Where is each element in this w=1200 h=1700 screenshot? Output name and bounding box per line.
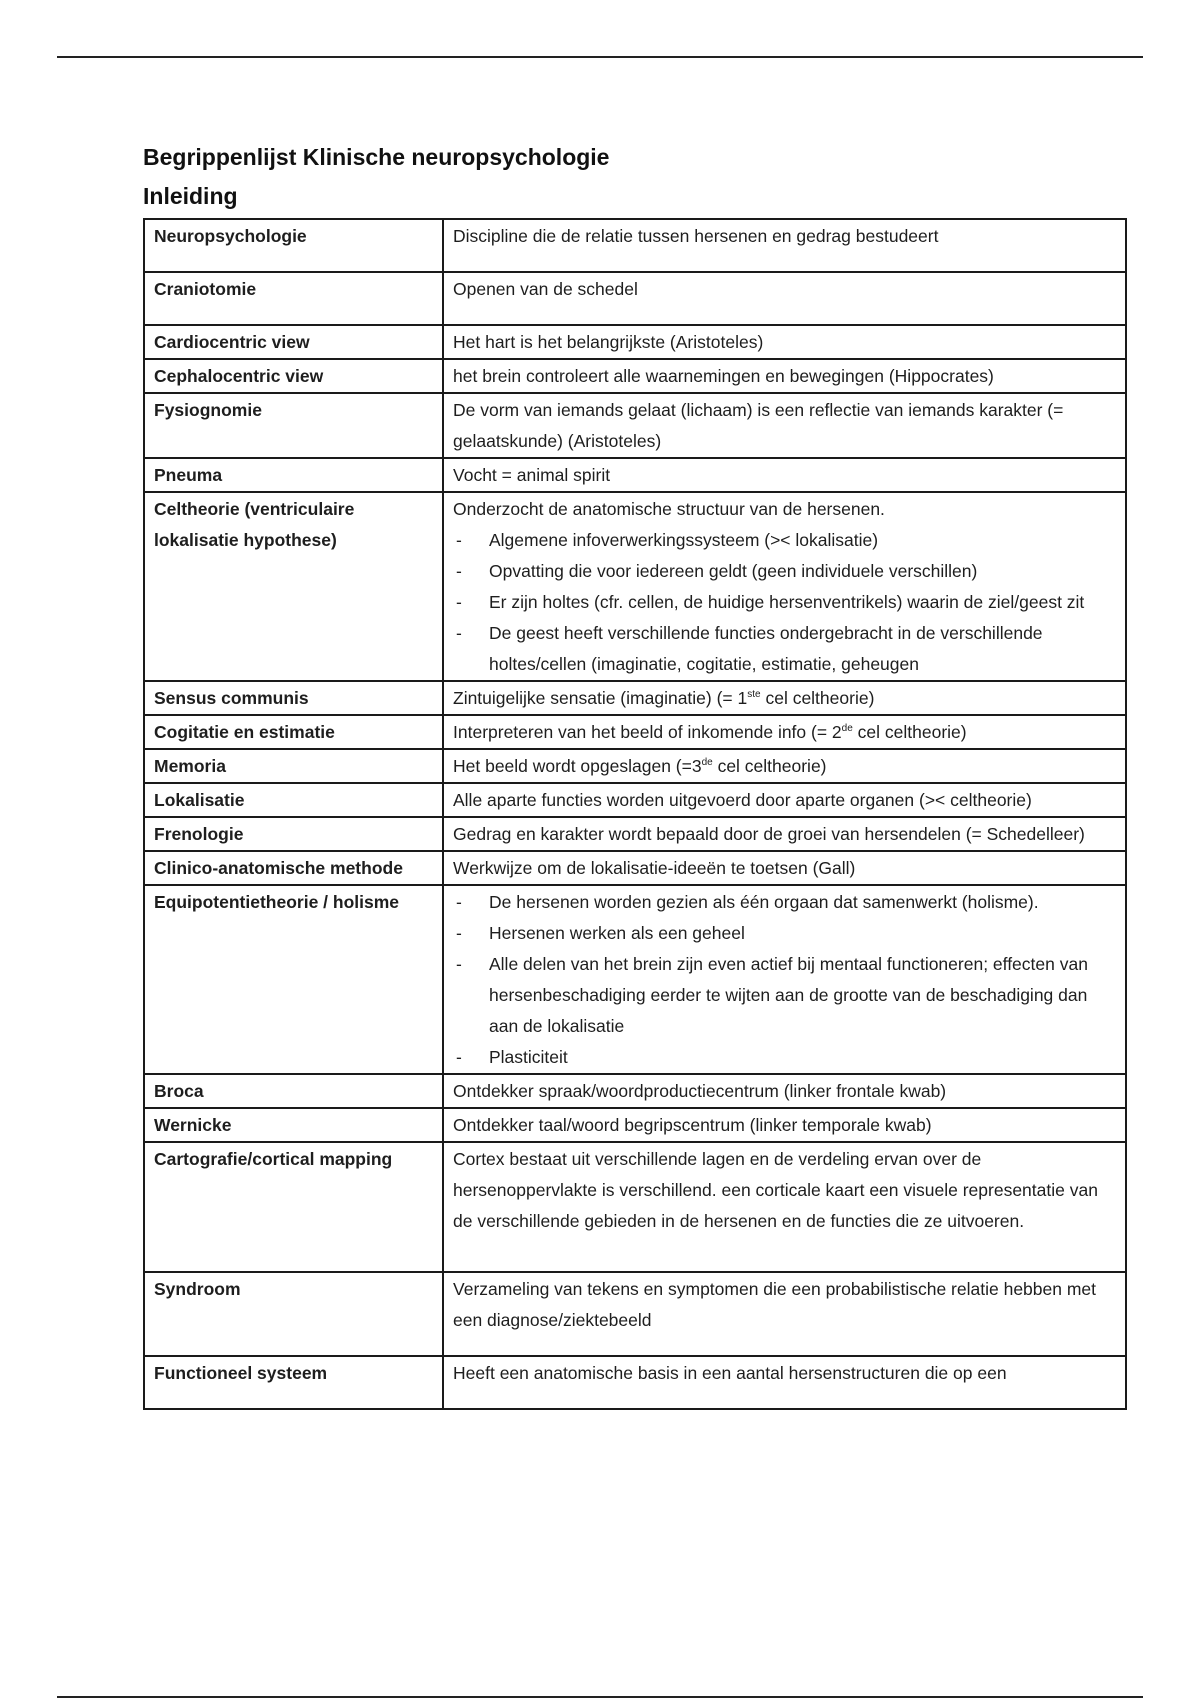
table-row xyxy=(144,1142,1126,1272)
table-row xyxy=(144,885,1126,1074)
table-row xyxy=(144,817,1126,851)
term-cell: Frenologie xyxy=(144,817,443,851)
term-cell: Celtheorie (ventriculaire lokalisatie hypothese) xyxy=(144,492,443,681)
ordinal-suffix: ste xyxy=(747,689,761,701)
definition-cell: het brein controleert alle waarnemingen en bewegingen (Hippocrates) xyxy=(443,359,1126,393)
term-cell: Cephalocentric view xyxy=(144,359,443,393)
definition-text: cel celtheorie) xyxy=(712,756,827,776)
ordinal-suffix: de xyxy=(701,757,713,769)
definition-cell: Gedrag en karakter wordt bepaald door de groei van hersendelen (= Schedelleer) xyxy=(443,817,1126,851)
table-row xyxy=(144,219,1126,272)
definition-cell xyxy=(443,715,1126,749)
definition-cell: Alle aparte functies worden uitgevoerd door aparte organen (>< celtheorie) xyxy=(443,783,1126,817)
table-row xyxy=(144,1108,1126,1142)
definition-text: cel celtheorie) xyxy=(852,722,967,742)
definition-cell xyxy=(443,492,1126,681)
definition-cell: Werkwijze om de lokalisatie-ideeën te toetsen (Gall) xyxy=(443,851,1126,885)
list-item: - De geest heeft verschillende functies ondergebracht in de verschillende holtes/cellen (imaginatie, cogitatie, estimatie, geheugen xyxy=(453,618,1116,680)
definition-intro: Onderzocht de anatomische structuur van de hersenen. xyxy=(453,499,885,519)
definition-cell: Ontdekker taal/woord begripscentrum (linker temporale kwab) xyxy=(443,1108,1126,1142)
list-item: - Opvatting die voor iedereen geldt (geen individuele verschillen) xyxy=(453,556,1116,587)
page-header-rule xyxy=(57,56,1143,58)
ordinal-suffix: de xyxy=(841,723,853,735)
document-title: Begrippenlijst Klinische neuropsychologie xyxy=(143,144,610,170)
definition-text: Interpreteren van het beeld of inkomende info (= 2 xyxy=(453,722,842,742)
definition-cell xyxy=(443,681,1126,715)
term-cell: Clinico-anatomische methode xyxy=(144,851,443,885)
term-cell: Cartografie/cortical mapping xyxy=(144,1142,443,1272)
term-cell: Syndroom xyxy=(144,1272,443,1356)
definition-bullet-list xyxy=(453,525,1116,680)
table-row xyxy=(144,851,1126,885)
definition-cell xyxy=(443,885,1126,1074)
term-cell: Memoria xyxy=(144,749,443,783)
definition-cell: Heeft een anatomische basis in een aantal hersenstructuren die op een xyxy=(443,1356,1126,1409)
definition-bullet-list xyxy=(453,887,1116,1073)
definition-text: cel celtheorie) xyxy=(760,688,875,708)
table-row xyxy=(144,783,1126,817)
term-cell: Neuropsychologie xyxy=(144,219,443,272)
definition-cell: De vorm van iemands gelaat (lichaam) is een reflectie van iemands karakter (= gelaatskunde) (Aristoteles) xyxy=(443,393,1126,458)
definition-cell: Vocht = animal spirit xyxy=(443,458,1126,492)
term-cell: Functioneel systeem xyxy=(144,1356,443,1409)
term-cell: Cardiocentric view xyxy=(144,325,443,359)
table-row xyxy=(144,359,1126,393)
term-cell: Broca xyxy=(144,1074,443,1108)
table-row xyxy=(144,492,1126,681)
list-item: - Plasticiteit xyxy=(453,1042,1116,1073)
term-cell: Pneuma xyxy=(144,458,443,492)
definition-cell: Het hart is het belangrijkste (Aristoteles) xyxy=(443,325,1126,359)
term-cell: Lokalisatie xyxy=(144,783,443,817)
table-row xyxy=(144,749,1126,783)
term-cell: Fysiognomie xyxy=(144,393,443,458)
list-item: - Alle delen van het brein zijn even actief bij mentaal functioneren; effecten van hersenbeschadiging eerder te wijten aan de grootte van de beschadiging dan aan de lokalisatie xyxy=(453,949,1116,1042)
term-cell: Cogitatie en estimatie xyxy=(144,715,443,749)
definition-cell: Discipline die de relatie tussen hersenen en gedrag bestudeert xyxy=(443,219,1126,272)
list-item: - Algemene infoverwerkingssysteem (>< lokalisatie) xyxy=(453,525,1116,556)
definition-cell: Openen van de schedel xyxy=(443,272,1126,325)
definition-cell: Cortex bestaat uit verschillende lagen en de verdeling ervan over de hersenoppervlakte is verschillend. een corticale kaart een visuele representatie van de verschillende gebieden in de hersenen en de functies die ze uitvoeren. xyxy=(443,1142,1126,1272)
definition-cell xyxy=(443,749,1126,783)
definition-cell: Verzameling van tekens en symptomen die een probabilistische relatie hebben met een diagnose/ziektebeeld xyxy=(443,1272,1126,1356)
table-row xyxy=(144,393,1126,458)
term-cell: Craniotomie xyxy=(144,272,443,325)
table-row xyxy=(144,1074,1126,1108)
list-item: - Hersenen werken als een geheel xyxy=(453,918,1116,949)
table-row xyxy=(144,325,1126,359)
list-item: - De hersenen worden gezien als één orgaan dat samenwerkt (holisme). xyxy=(453,887,1116,918)
section-heading: Inleiding xyxy=(143,183,238,209)
glossary-table xyxy=(143,218,1127,1410)
table-row xyxy=(144,715,1126,749)
table-row xyxy=(144,1356,1126,1409)
term-cell: Wernicke xyxy=(144,1108,443,1142)
definition-cell: Ontdekker spraak/woordproductiecentrum (linker frontale kwab) xyxy=(443,1074,1126,1108)
term-cell: Equipotentietheorie / holisme xyxy=(144,885,443,1074)
list-item: - Er zijn holtes (cfr. cellen, de huidige hersenventrikels) waarin de ziel/geest zit xyxy=(453,587,1116,618)
definition-text: Het beeld wordt opgeslagen (=3 xyxy=(453,756,702,776)
page-footer-rule xyxy=(57,1696,1143,1698)
definition-text: Zintuigelijke sensatie (imaginatie) (= 1 xyxy=(453,688,748,708)
table-row xyxy=(144,272,1126,325)
table-row xyxy=(144,458,1126,492)
term-cell: Sensus communis xyxy=(144,681,443,715)
table-row xyxy=(144,681,1126,715)
table-row xyxy=(144,1272,1126,1356)
